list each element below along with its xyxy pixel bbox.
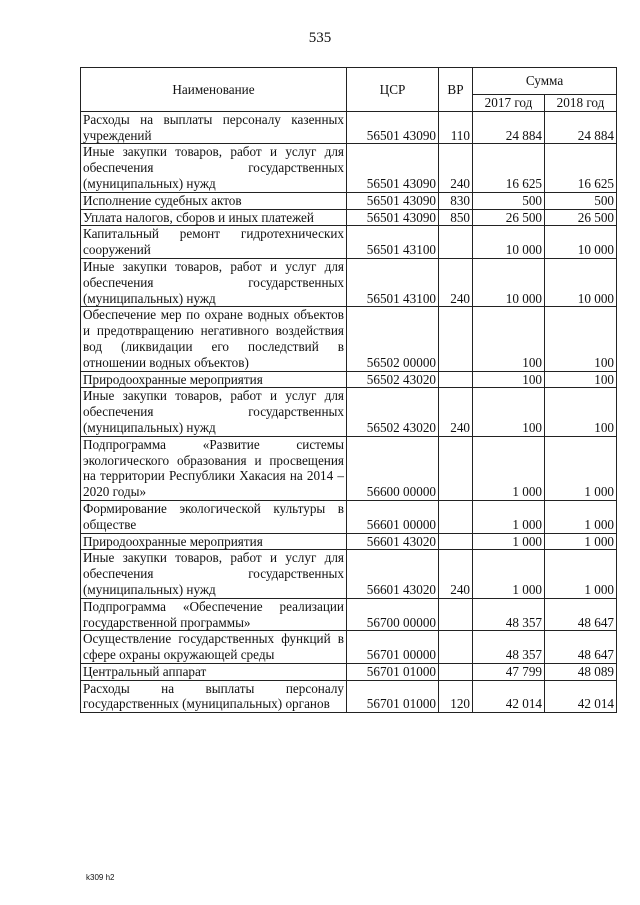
row-2018-cell: 42 014 <box>545 680 617 713</box>
row-csr-cell: 56601 00000 <box>347 500 439 533</box>
row-2018-cell: 48 647 <box>545 631 617 664</box>
row-csr-cell: 56601 43020 <box>347 550 439 598</box>
row-name-cell: Иные закупки товаров, работ и услуг для обеспечения государственных (муниципальных) нужд <box>81 144 347 192</box>
row-csr-cell: 56501 43090 <box>347 144 439 192</box>
header-year-2018: 2018 год <box>545 95 617 112</box>
row-name-cell: Иные закупки товаров, работ и услуг для обеспечения государственных (муниципальных) нужд <box>81 388 347 436</box>
table-row <box>81 631 617 664</box>
table-row <box>81 663 617 680</box>
row-2017-cell: 100 <box>473 388 545 436</box>
row-vr-cell <box>439 663 473 680</box>
header-sum: Сумма <box>473 68 617 95</box>
row-name-cell: Осуществление государственных функций в сфере охраны окружающей среды <box>81 631 347 664</box>
row-name-cell: Природоохранные мероприятия <box>81 371 347 388</box>
row-2017-cell: 16 625 <box>473 144 545 192</box>
row-2017-cell: 100 <box>473 371 545 388</box>
row-vr-cell: 240 <box>439 144 473 192</box>
row-2018-cell: 100 <box>545 388 617 436</box>
row-2017-cell: 1 000 <box>473 500 545 533</box>
row-2017-cell: 42 014 <box>473 680 545 713</box>
row-2018-cell: 10 000 <box>545 258 617 306</box>
table-row <box>81 436 617 500</box>
row-vr-cell <box>439 307 473 371</box>
table-row <box>81 533 617 550</box>
row-2017-cell: 10 000 <box>473 226 545 259</box>
row-csr-cell: 56601 43020 <box>347 533 439 550</box>
page-number: 535 <box>308 30 332 46</box>
row-name-cell: Природоохранные мероприятия <box>81 533 347 550</box>
table-row <box>81 111 617 144</box>
row-2017-cell: 24 884 <box>473 111 545 144</box>
row-2018-cell: 1 000 <box>545 533 617 550</box>
row-2018-cell: 100 <box>545 371 617 388</box>
row-2018-cell: 26 500 <box>545 209 617 226</box>
row-csr-cell: 56501 43090 <box>347 192 439 209</box>
table-row <box>81 371 617 388</box>
row-vr-cell <box>439 226 473 259</box>
row-name-cell: Исполнение судебных актов <box>81 192 347 209</box>
row-csr-cell: 56502 43020 <box>347 371 439 388</box>
table-row <box>81 226 617 259</box>
row-csr-cell: 56700 00000 <box>347 598 439 631</box>
row-vr-cell <box>439 533 473 550</box>
row-2017-cell: 1 000 <box>473 436 545 500</box>
row-name-cell: Иные закупки товаров, работ и услуг для обеспечения государственных (муниципальных) нужд <box>81 550 347 598</box>
header-year-2017: 2017 год <box>473 95 545 112</box>
footer-code: k309 h2 <box>86 873 115 882</box>
row-vr-cell: 850 <box>439 209 473 226</box>
row-csr-cell: 56701 00000 <box>347 631 439 664</box>
row-vr-cell: 830 <box>439 192 473 209</box>
row-2018-cell: 1 000 <box>545 550 617 598</box>
row-csr-cell: 56701 01000 <box>347 680 439 713</box>
table-row <box>81 680 617 713</box>
row-2017-cell: 26 500 <box>473 209 545 226</box>
row-2017-cell: 1 000 <box>473 550 545 598</box>
row-2018-cell: 1 000 <box>545 436 617 500</box>
row-2018-cell: 48 647 <box>545 598 617 631</box>
row-2018-cell: 24 884 <box>545 111 617 144</box>
row-name-cell: Формирование экологической культуры в обществе <box>81 500 347 533</box>
row-name-cell: Обеспечение мер по охране водных объектов и предотвращению негативного воздействия вод (ликвидации его последствий в отношении водных объектов) <box>81 307 347 371</box>
row-name-cell: Иные закупки товаров, работ и услуг для обеспечения государственных (муниципальных) нужд <box>81 258 347 306</box>
row-2018-cell: 500 <box>545 192 617 209</box>
row-vr-cell <box>439 436 473 500</box>
row-csr-cell: 56502 43020 <box>347 388 439 436</box>
row-2017-cell: 48 357 <box>473 598 545 631</box>
row-2017-cell: 48 357 <box>473 631 545 664</box>
row-2018-cell: 10 000 <box>545 226 617 259</box>
row-name-cell: Подпрограмма «Обеспечение реализации государственной программы» <box>81 598 347 631</box>
row-csr-cell: 56501 43100 <box>347 226 439 259</box>
table-row <box>81 144 617 192</box>
row-csr-cell: 56501 43090 <box>347 111 439 144</box>
table-body <box>81 111 617 712</box>
row-vr-cell: 240 <box>439 550 473 598</box>
row-vr-cell <box>439 598 473 631</box>
row-csr-cell: 56701 01000 <box>347 663 439 680</box>
row-csr-cell: 56501 43100 <box>347 258 439 306</box>
row-name-cell: Капитальный ремонт гидротехнических сооружений <box>81 226 347 259</box>
table-row <box>81 209 617 226</box>
row-name-cell: Расходы на выплаты персоналу государственных (муниципальных) органов <box>81 680 347 713</box>
header-csr: ЦСР <box>347 68 439 112</box>
row-2018-cell: 48 089 <box>545 663 617 680</box>
row-2018-cell: 1 000 <box>545 500 617 533</box>
table-row <box>81 598 617 631</box>
budget-table <box>80 67 617 713</box>
row-vr-cell: 240 <box>439 258 473 306</box>
row-csr-cell: 56502 00000 <box>347 307 439 371</box>
row-2017-cell: 500 <box>473 192 545 209</box>
header-vr: ВР <box>439 68 473 112</box>
row-vr-cell: 120 <box>439 680 473 713</box>
row-2017-cell: 47 799 <box>473 663 545 680</box>
row-2018-cell: 16 625 <box>545 144 617 192</box>
row-name-cell: Расходы на выплаты персоналу казенных учреждений <box>81 111 347 144</box>
row-csr-cell: 56600 00000 <box>347 436 439 500</box>
row-2017-cell: 10 000 <box>473 258 545 306</box>
header-name: Наименование <box>81 68 347 112</box>
row-vr-cell: 110 <box>439 111 473 144</box>
table-row <box>81 307 617 371</box>
table-row <box>81 258 617 306</box>
row-csr-cell: 56501 43090 <box>347 209 439 226</box>
row-vr-cell: 240 <box>439 388 473 436</box>
row-vr-cell <box>439 500 473 533</box>
row-name-cell: Центральный аппарат <box>81 663 347 680</box>
table-row <box>81 388 617 436</box>
row-vr-cell <box>439 371 473 388</box>
row-name-cell: Уплата налогов, сборов и иных платежей <box>81 209 347 226</box>
row-name-cell: Подпрограмма «Развитие системы экологического образования и просвещения на территории Республики Хакасия на 2014 – 2020 годы» <box>81 436 347 500</box>
table-row <box>81 500 617 533</box>
row-vr-cell <box>439 631 473 664</box>
table-row <box>81 550 617 598</box>
row-2017-cell: 1 000 <box>473 533 545 550</box>
row-2018-cell: 100 <box>545 307 617 371</box>
row-2017-cell: 100 <box>473 307 545 371</box>
table-row <box>81 192 617 209</box>
